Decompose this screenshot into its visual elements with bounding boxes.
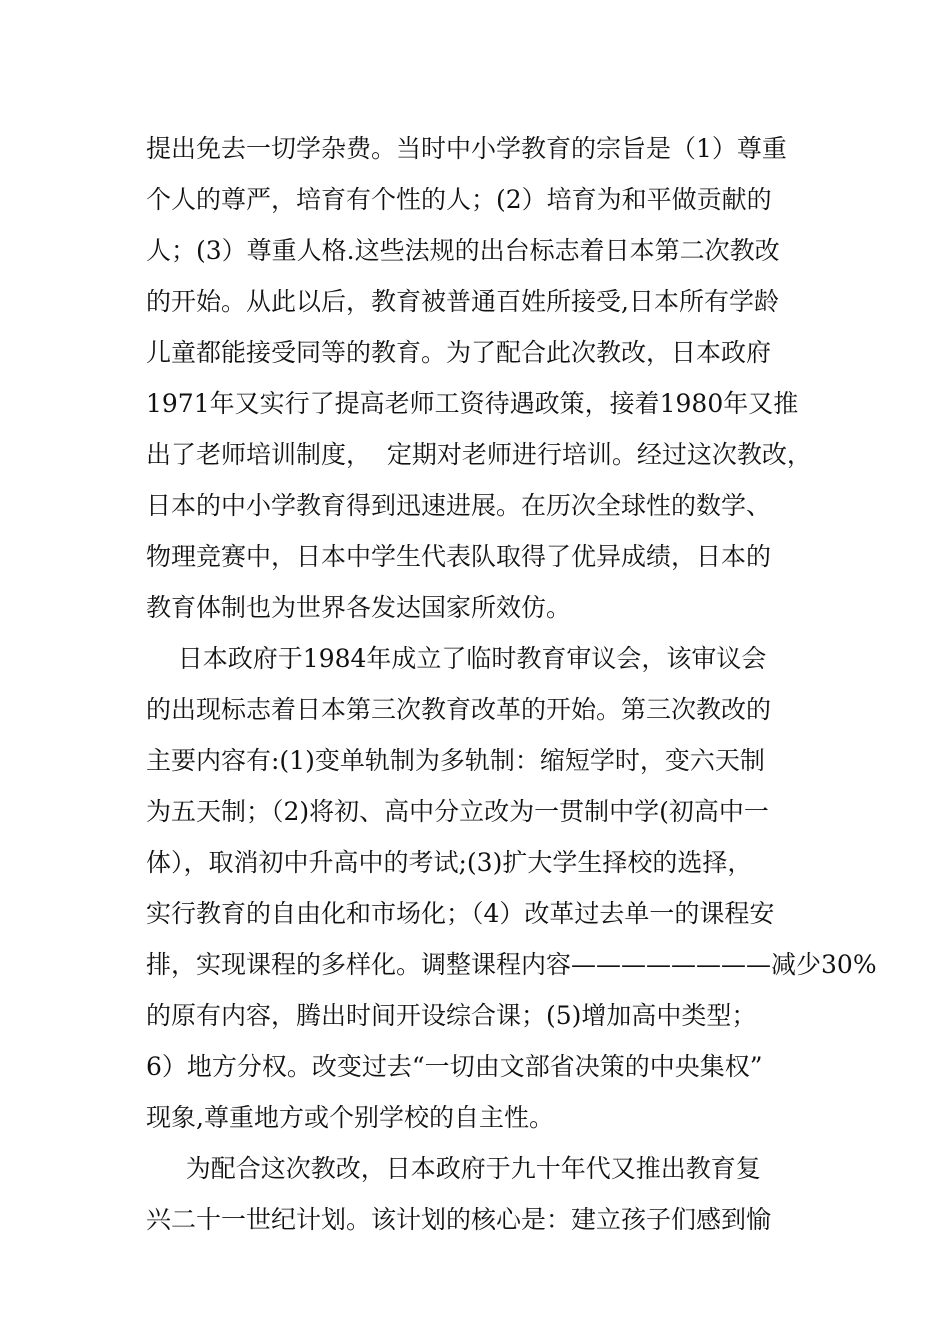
text-line: 物理竞赛中，日本中学生代表队取得了优异成绩，日本的 [146, 542, 772, 571]
text-line: 排，实现课程的多样化。调整课程内容————————减少30% [146, 950, 877, 979]
text-line: 人；(3）尊重人格.这些法规的出台标志着日本第二次教改 [146, 236, 780, 265]
text-line: 日本的中小学教育得到迅速进展。在历次全球性的数学、 [146, 491, 772, 520]
text-line: 的开始。从此以后，教育被普通百姓所接受,日本所有学龄 [146, 287, 779, 316]
text-line: 儿童都能接受同等的教育。为了配合此次教改，日本政府 [146, 338, 772, 367]
text-line: 日本政府于1984年成立了临时教育审议会，该审议会 [146, 644, 767, 673]
text-line: 现象,尊重地方或个别学校的自主性。 [146, 1103, 554, 1132]
text-line: 教育体制也为世界各发达国家所效仿。 [146, 593, 572, 622]
text-line: 出了老师培训制度， 定期对老师进行培训。经过这次教改， [146, 440, 812, 469]
text-line: 实行教育的自由化和市场化；（4）改革过去单一的课程安 [146, 899, 775, 928]
text-line: 为配合这次教改，日本政府于九十年代又推出教育复 [146, 1154, 761, 1183]
text-line: 为五天制；（2)将初、高中分立改为一贯制中学(初高中一 [146, 797, 769, 826]
text-line: 个人的尊严，培育有个性的人；(2）培育为和平做贡献的 [146, 185, 772, 214]
text-line: 的出现标志着日本第三次教育改革的开始。第三次教改的 [146, 695, 772, 724]
text-line: 体），取消初中升高中的考试;(3)扩大学生择校的选择， [146, 848, 753, 877]
text-line: 提出免去一切学杂费。当时中小学教育的宗旨是（1）尊重 [146, 134, 787, 163]
text-line: 主要内容有:(1)变单轨制为多轨制：缩短学时，变六天制 [146, 746, 765, 775]
text-line: 的原有内容，腾出时间开设综合课；(5)增加高中类型； [146, 1001, 757, 1030]
text-line: 6）地方分权。改变过去“一切由文部省决策的中央集权” [146, 1052, 763, 1081]
text-line: 兴二十一世纪计划。该计划的核心是：建立孩子们感到愉 [146, 1205, 772, 1234]
text-line: 1971年又实行了提高老师工资待遇政策，接着1980年又推 [146, 389, 799, 418]
